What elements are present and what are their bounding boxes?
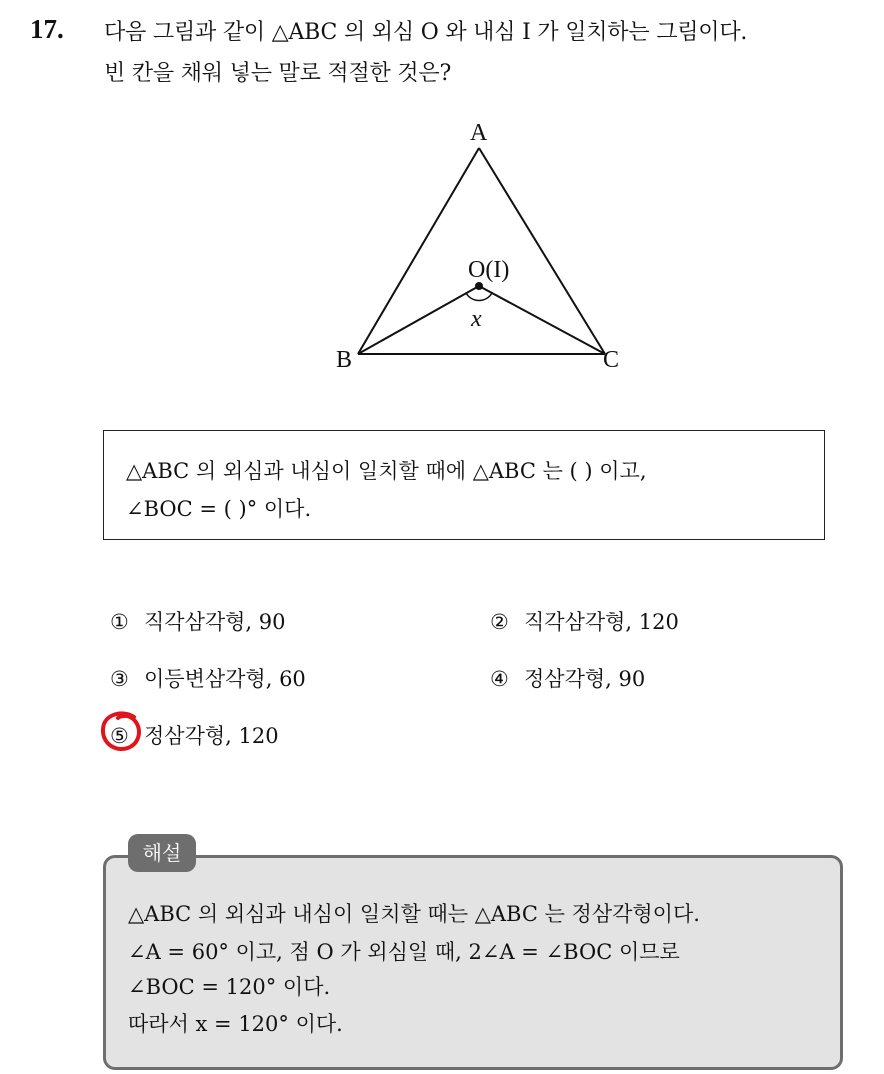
label-center: O(I) [468, 257, 510, 283]
choice-3-text: 이등변삼각형, 60 [144, 667, 306, 691]
label-a: A [470, 120, 488, 146]
choice-2[interactable] [490, 606, 679, 636]
question-text-line1: 다음 그림과 같이 △ABC 의 외심 O 와 내심 I 가 일치하는 그림이다. [104, 20, 748, 45]
choice-4-number: ④ [490, 667, 509, 691]
choice-1[interactable] [110, 606, 286, 636]
segment-oc [479, 286, 605, 354]
choice-3-number: ③ [110, 667, 129, 691]
center-point [475, 282, 483, 290]
triangle-figure [320, 110, 640, 380]
label-b: B [336, 347, 353, 373]
label-angle: x [471, 306, 482, 332]
fill-in-line2: ∠BOC = ( )° 이다. [126, 497, 312, 521]
answer-circle-mark [96, 709, 148, 757]
side-ab [358, 148, 479, 354]
choice-3[interactable] [110, 663, 306, 693]
solution-line1: △ABC 의 외심과 내심이 일치할 때는 △ABC 는 정삼각형이다. [128, 902, 700, 926]
choice-2-text: 직각삼각형, 120 [524, 610, 679, 634]
choice-1-number: ① [110, 610, 129, 634]
choice-2-number: ② [490, 610, 509, 634]
question-text-line2: 빈 칸을 채워 넣는 말로 적절한 것은? [104, 61, 452, 86]
fill-in-box [103, 430, 825, 540]
choice-5-number: ⑤ [110, 724, 129, 748]
choice-4[interactable] [490, 663, 645, 693]
angle-arc [466, 293, 492, 301]
solution-box [103, 855, 843, 1070]
choice-4-text: 정삼각형, 90 [524, 667, 646, 691]
label-c: C [603, 347, 620, 373]
fill-in-line1: △ABC 의 외심과 내심이 일치할 때에 △ABC 는 ( ) 이고, [126, 459, 647, 483]
solution-tag: 해설 [128, 834, 196, 872]
solution-line2: ∠A = 60° 이고, 점 O 가 외심일 때, 2∠A = ∠BOC 이므로 [128, 940, 680, 964]
question-number: 17. [30, 14, 64, 44]
solution-line3: ∠BOC = 120° 이다. [128, 975, 331, 999]
side-ac [479, 148, 605, 354]
choice-5-text: 정삼각형, 120 [144, 724, 279, 748]
segment-ob [358, 286, 479, 354]
solution-line4: 따라서 x = 120° 이다. [128, 1012, 343, 1036]
choice-1-text: 직각삼각형, 90 [144, 610, 286, 634]
answer-circle-stroke [103, 713, 139, 749]
